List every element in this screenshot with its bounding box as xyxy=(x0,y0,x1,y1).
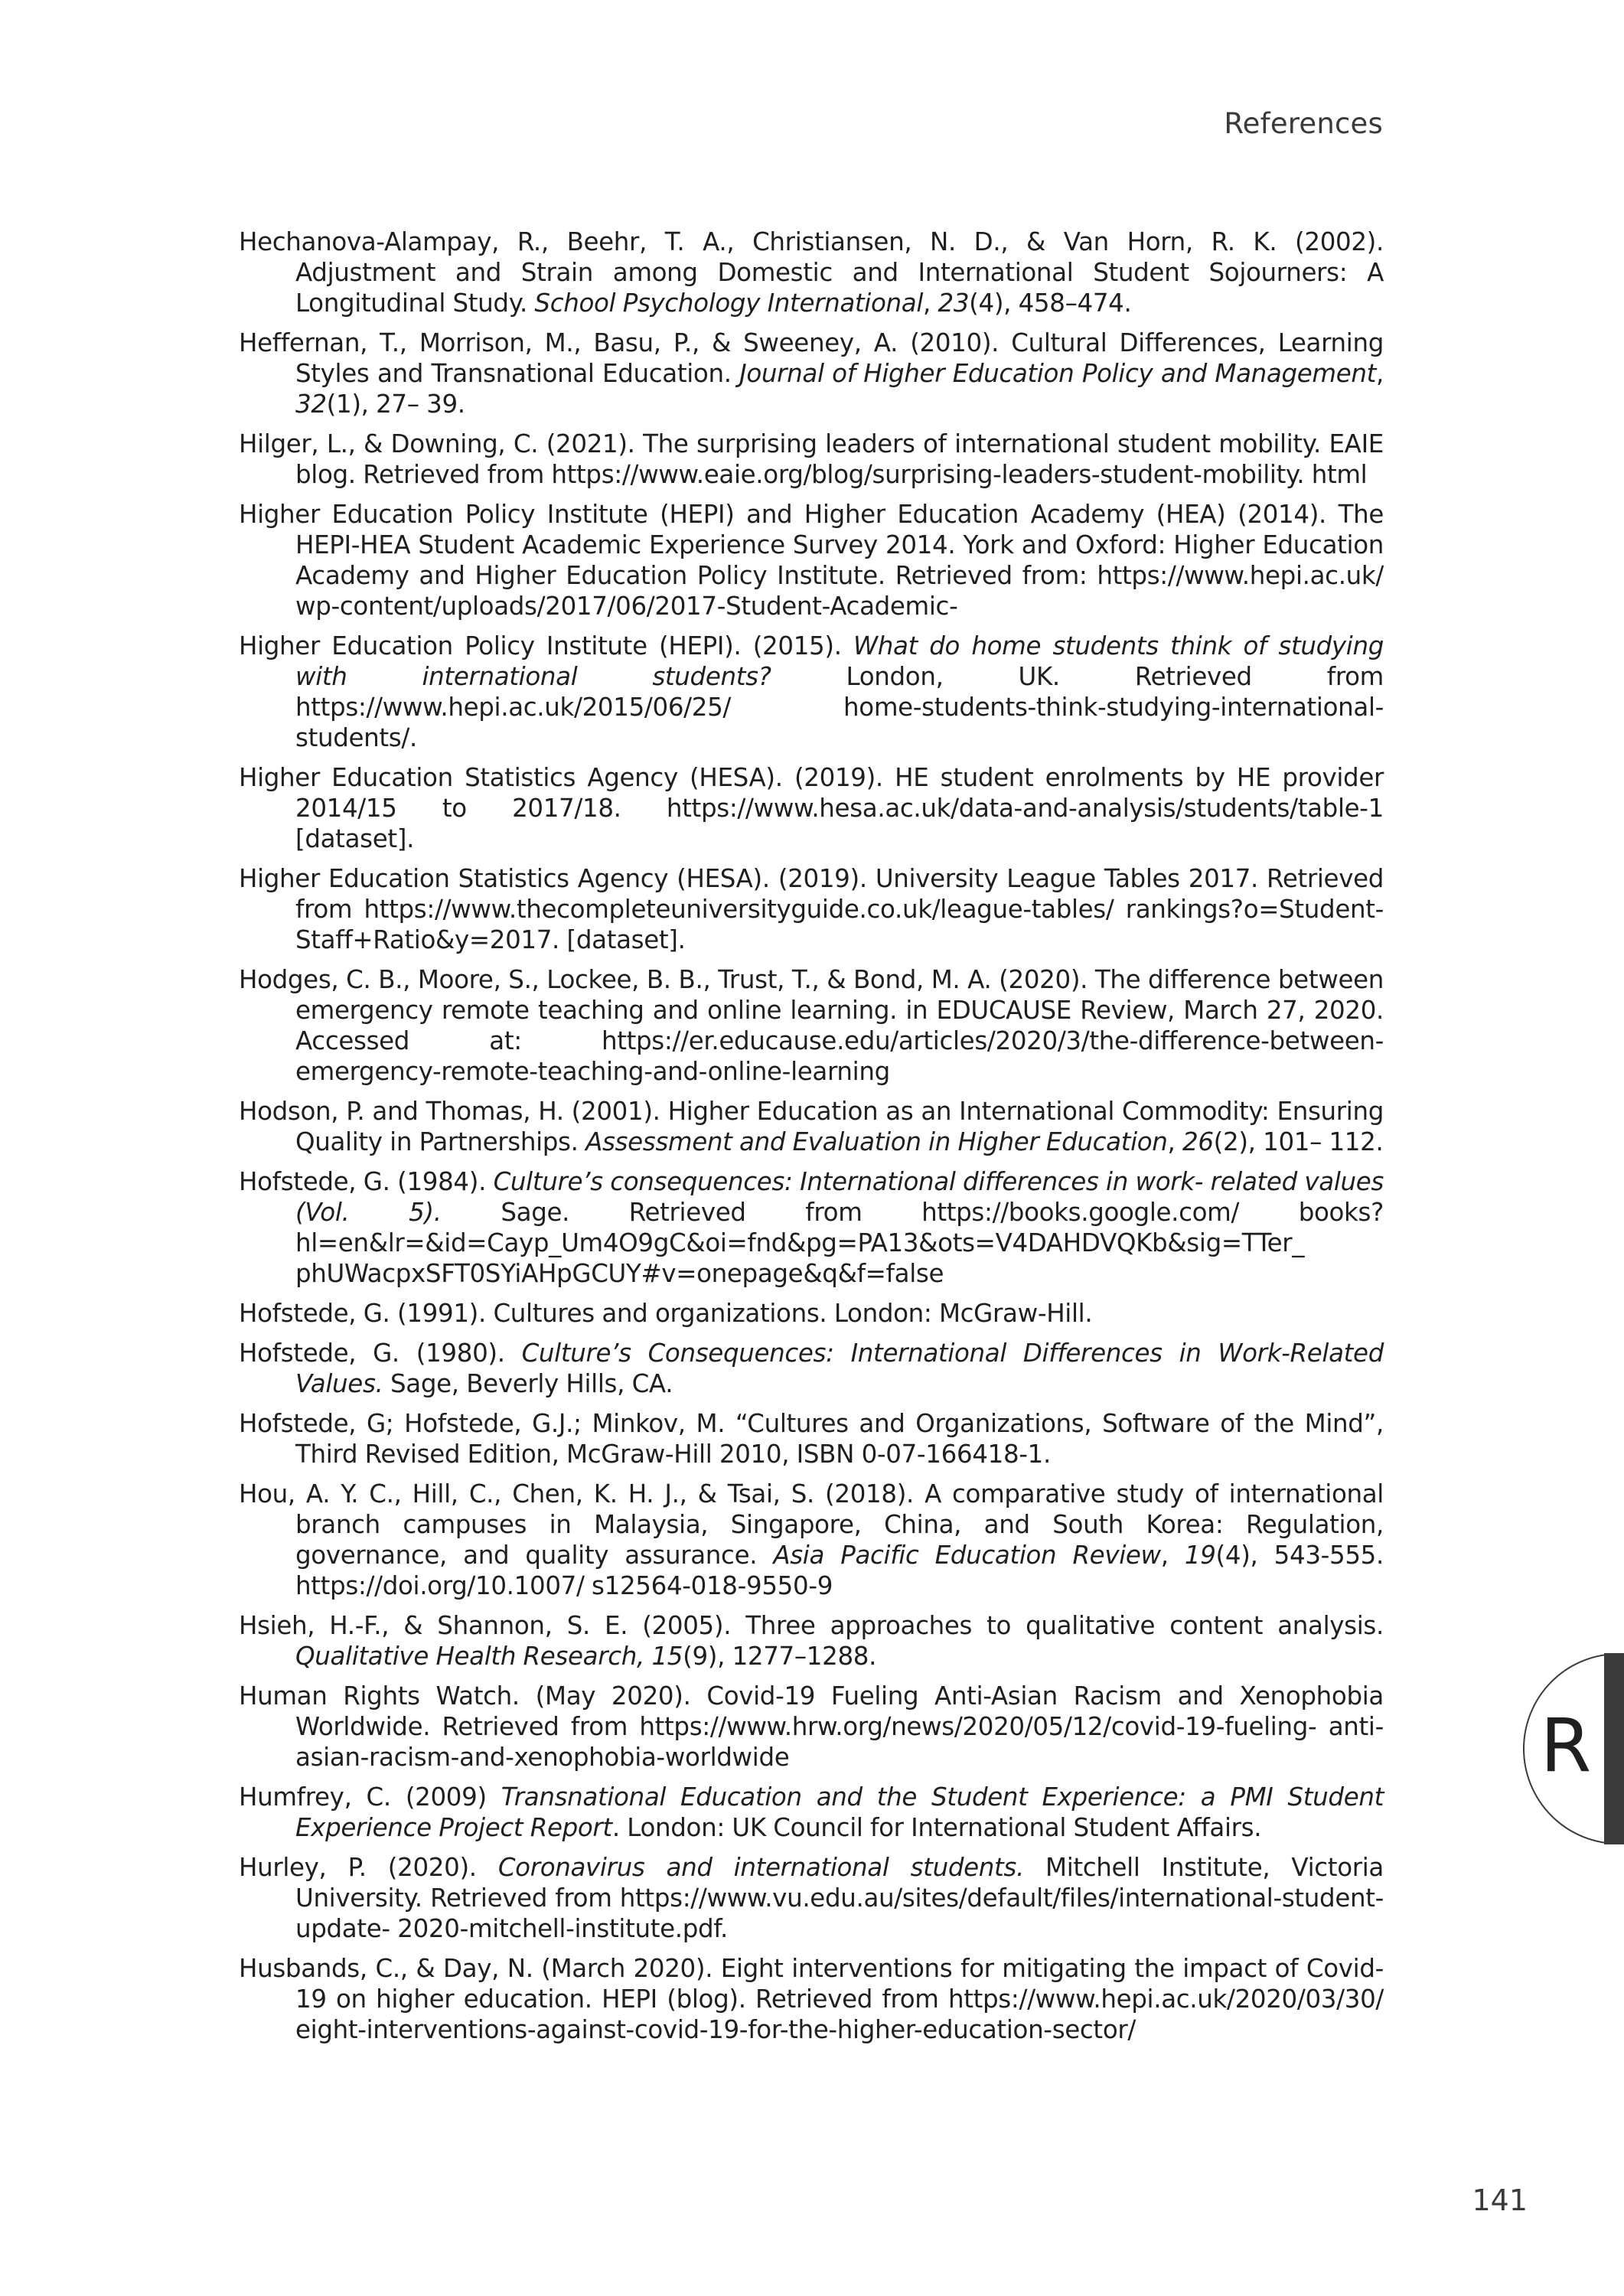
reference-entry xyxy=(239,1166,1384,1289)
reference-text-segment: London, UK. Retrieved from https://www.hepi.ac.uk/2015/06/25/ home-students-think-studying-international-students/. xyxy=(295,662,1384,752)
reference-italic-segment: Qualitative Health Research, 15 xyxy=(295,1642,683,1671)
reference-list xyxy=(239,227,1384,2054)
reference-text-segment: Humfrey, C. (2009) xyxy=(239,1782,501,1812)
reference-italic-segment: 26 xyxy=(1182,1127,1214,1156)
section-tab-bar xyxy=(1604,1653,1624,1844)
reference-text-segment: Hsieh, H.-F., & Shannon, S. E. (2005). Three approaches to qualitative content analysis. xyxy=(239,1611,1384,1640)
reference-italic-segment: Journal of Higher Education Policy and Management xyxy=(739,359,1377,388)
reference-entry xyxy=(239,227,1384,318)
reference-text-segment: Human Rights Watch. (May 2020). Covid-19 Fueling Anti-Asian Racism and Xenophobia Worldwide. Retrieved from https://www.hrw.org/news/2020/05/12/covid-19-fueling- anti-asian-racism-and-xenophobia-worldwide xyxy=(239,1681,1384,1772)
reference-text-segment: Hechanova-Alampay, R., Beehr, T. A., Christiansen, N. D., & Van Horn, R. K. (2002). Adjustment and Strain among Domestic and International Student Sojourners: A Longitudinal Study. xyxy=(239,227,1384,318)
reference-entry xyxy=(239,1610,1384,1671)
reference-text-segment: , xyxy=(1376,359,1384,388)
reference-text-segment: Mitchell Institute, Victoria University. Retrieved from https://www.vu.edu.au/sites/default/files/international-student-update- 2020-mitchell-institute.pdf. xyxy=(295,1853,1384,1943)
reference-entry xyxy=(239,964,1384,1087)
reference-text-segment: (2), 101– 112. xyxy=(1213,1127,1384,1156)
reference-entry xyxy=(239,1096,1384,1157)
reference-text-segment: Higher Education Statistics Agency (HESA). (2019). University League Tables 2017. Retrieved from https://www.thecompleteuniversityguide.co.uk/league-tables/ rankings?o=Student-Staff+Ratio&y=2017. [dataset]. xyxy=(239,864,1384,954)
reference-text-segment: Hofstede, G. (1984). xyxy=(239,1167,494,1196)
reference-text-segment: Hurley, P. (2020). xyxy=(239,1853,498,1882)
reference-italic-segment: 32 xyxy=(295,390,327,419)
reference-italic-segment: Culture’s consequences: International differences in work- related values (Vol. 5). xyxy=(295,1167,1384,1227)
reference-text-segment: , xyxy=(923,289,938,318)
reference-italic-segment: Culture’s Consequences: International Differences in Work-Related Values. xyxy=(295,1339,1384,1398)
reference-text-segment: Hofstede, G. (1980). xyxy=(239,1339,522,1368)
reference-entry xyxy=(239,499,1384,621)
reference-entry xyxy=(239,762,1384,854)
reference-italic-segment: Asia Pacific Education Review xyxy=(773,1541,1161,1570)
reference-text-segment: Hou, A. Y. C., Hill, C., Chen, K. H. J., & Tsai, S. (2018). A comparative study of international branch campuses in Malaysia, Singapore, China, and South Korea: Regulation, governance, and quality assurance. xyxy=(239,1479,1384,1570)
reference-entry xyxy=(239,1338,1384,1399)
reference-text-segment: Hodson, P. and Thomas, H. (2001). Higher Education as an International Commodity: Ensuring Quality in Partnerships. xyxy=(239,1097,1384,1156)
reference-text-segment: Higher Education Policy Institute (HEPI) and Higher Education Academy (HEA) (2014). The HEPI-HEA Student Academic Experience Survey 2014. York and Oxford: Higher Education Academy and Higher Education Policy Institute. Retrieved from: https://www.hepi.ac.uk/ wp-content/uploads/2017/06/2017-Student-Academic- xyxy=(239,500,1384,621)
reference-italic-segment: 23 xyxy=(938,289,970,318)
reference-text-segment: Sage. Retrieved from https://books.google.com/ books?hl=en&lr=&id=Cayp_Um4O9gC&oi=fnd&pg=PA13&ots=V4DAHDVQKb&sig=TTer_ phUWacpxSFT0SYiAHpGCUY#v=onepage&q&f=false xyxy=(295,1198,1384,1288)
reference-entry xyxy=(239,631,1384,753)
reference-entry xyxy=(239,1298,1384,1329)
reference-entry xyxy=(239,1408,1384,1469)
reference-italic-segment: Coronavirus and international students. xyxy=(497,1853,1024,1882)
reference-italic-segment: What do home students think of studying with international students? xyxy=(295,631,1384,691)
reference-text-segment: Higher Education Statistics Agency (HESA). (2019). HE student enrolments by HE provider 2014/15 to 2017/18. https://www.hesa.ac.uk/data-and-analysis/students/table-1 [dataset]. xyxy=(239,763,1384,853)
reference-text-segment: (4), 458–474. xyxy=(969,289,1132,318)
reference-text-segment: , xyxy=(1160,1541,1185,1570)
reference-italic-segment: Assessment and Evaluation in Higher Education xyxy=(585,1127,1168,1156)
reference-italic-segment: Transnational Education and the Student Experience: a PMI Student Experience Project Report xyxy=(295,1782,1384,1842)
reference-entry xyxy=(239,1953,1384,2045)
reference-entry xyxy=(239,328,1384,419)
reference-entry xyxy=(239,863,1384,955)
reference-text-segment: Husbands, C., & Day, N. (March 2020). Eight interventions for mitigating the impact of Covid-19 on higher education. HEPI (blog). Retrieved from https://www.hepi.ac.uk/2020/03/30/ eight-interventions-against-covid-19-for-the-higher-education-sector/ xyxy=(239,1954,1384,2044)
reference-entry xyxy=(239,1782,1384,1843)
reference-text-segment: Hofstede, G. (1991). Cultures and organizations. London: McGraw-Hill. xyxy=(239,1299,1093,1328)
section-tab-letter: R xyxy=(1540,1703,1592,1789)
reference-entry xyxy=(239,429,1384,490)
reference-text-segment: Higher Education Policy Institute (HEPI). (2015). xyxy=(239,631,853,660)
reference-text-segment: Hilger, L., & Downing, C. (2021). The surprising leaders of international student mobility. EAIE blog. Retrieved from https://www.eaie.org/blog/surprising-leaders-student-mobility. html xyxy=(239,429,1384,489)
reference-text-segment: (1), 27– 39. xyxy=(326,390,465,419)
reference-text-segment: (9), 1277–1288. xyxy=(683,1642,877,1671)
reference-italic-segment: School Psychology International xyxy=(534,289,924,318)
reference-entry xyxy=(239,1681,1384,1773)
reference-text-segment: Heffernan, T., Morrison, M., Basu, P., & Sweeney, A. (2010). Cultural Differences, Learning Styles and Transnational Education. xyxy=(239,328,1384,388)
reference-text-segment: , xyxy=(1167,1127,1183,1156)
reference-entry xyxy=(239,1852,1384,1944)
reference-text-segment: Hofstede, G; Hofstede, G.J.; Minkov, M. “Cultures and Organizations, Software of the Mind”, Third Revised Edition, McGraw-Hill 2010, ISBN 0-07-166418-1. xyxy=(239,1409,1384,1469)
reference-italic-segment: 19 xyxy=(1184,1541,1216,1570)
reference-text-segment: Hodges, C. B., Moore, S., Lockee, B. B., Trust, T., & Bond, M. A. (2020). The difference between emergency remote teaching and online learning. in EDUCAUSE Review, March 27, 2020. Accessed at: https://er.educause.edu/articles/2020/3/the-difference-between- emergency-remote-teaching-and-online-learning xyxy=(239,965,1384,1086)
page-number: 141 xyxy=(1472,2183,1528,2217)
reference-text-segment: (4), 543-555. https://doi.org/10.1007/ s12564-018-9550-9 xyxy=(295,1541,1384,1600)
reference-text-segment: . London: UK Council for International Student Affairs. xyxy=(611,1813,1262,1842)
reference-entry xyxy=(239,1479,1384,1601)
reference-text-segment: Sage, Beverly Hills, CA. xyxy=(383,1369,673,1398)
running-header-title: References xyxy=(1224,107,1383,140)
